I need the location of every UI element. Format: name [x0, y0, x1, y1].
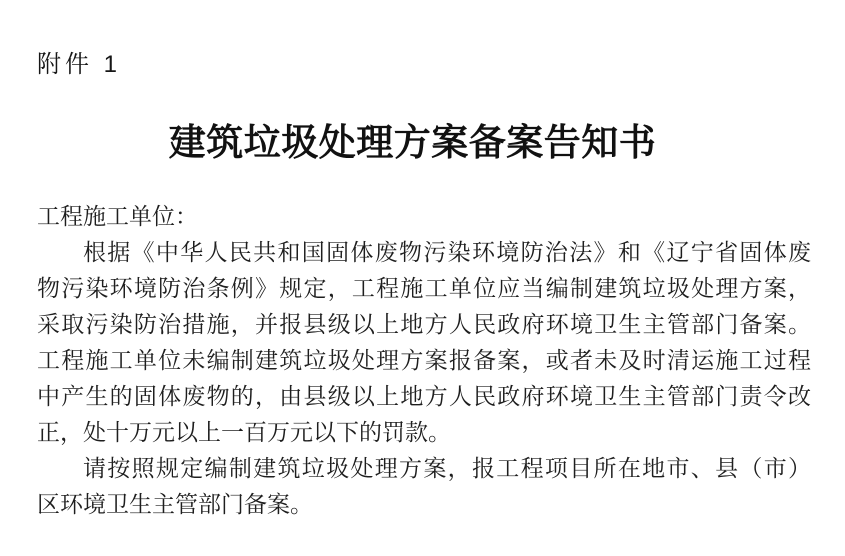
body-line-salutation: 工程施工单位：: [37, 204, 198, 229]
body-line: 正，处十万元以上一百万元以下的罚款。: [37, 420, 451, 445]
document-title: 建筑垃圾处理方案备案告知书: [168, 123, 657, 164]
body-line: 区环境卫生主管部门备案。: [37, 492, 313, 517]
body-line: 工程施工单位未编制建筑垃圾处理方案报备案，或者未及时清运施工过程: [37, 348, 811, 373]
body-line: 采取污染防治措施，并报县级以上地方人民政府环境卫生主管部门备案。: [37, 312, 811, 337]
body-line: 请按照规定编制建筑垃圾处理方案，报工程项目所在地市、县（市）: [83, 456, 811, 481]
attachment-label: 附件 1: [37, 51, 122, 78]
body-line: 物污染环境防治条例》规定，工程施工单位应当编制建筑垃圾处理方案，: [37, 276, 811, 301]
body-line: 中产生的固体废物的，由县级以上地方人民政府环境卫生主管部门责令改: [37, 384, 811, 409]
body-line: 根据《中华人民共和国固体废物污染环境防治法》和《辽宁省固体废: [83, 240, 811, 265]
document-body: [37, 199, 811, 523]
